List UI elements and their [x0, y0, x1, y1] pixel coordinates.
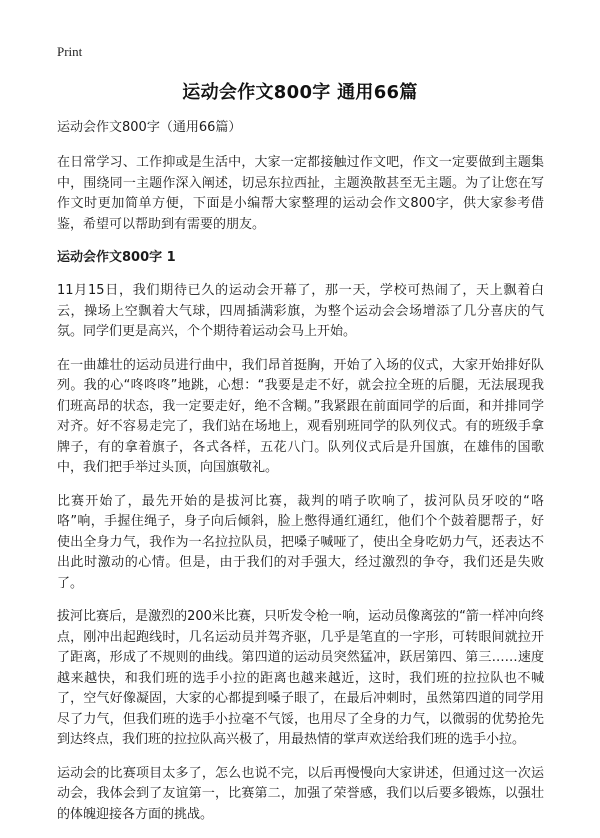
body-paragraph: 拔河比赛后，是激烈的200米比赛，只听发令枪一响，运动员像离弦的“箭一样冲向终点，刚冲出起跑线时，几名运动员并驾齐驱，几乎是笔直的一字形，可转眼间就拉开了距离，形成了不规则的曲线。第四道的运动员突然猛冲，跃居第四、第三……速度越来越快，和我们班的选手小拉的距离也越来越近，这时，我们班的拉拉队也不喊了，空气好像凝固，大家的心都提到嗓子眼了，在最后冲刺时，虽然第四道的同学用尽了力气，但我们班的选手小拉毫不气馁，也用尽了全身的力气，以微弱的优势抢先到达终点，我们班的拉拉队高兴极了，用最热情的掌声欢送给我们班的选手小拉。	[57, 609, 544, 747]
article-subtitle: 运动会作文800字（通用66篇）	[57, 120, 242, 135]
body-paragraph: 11月15日，我们期待已久的运动会开幕了，那一天，学校可热闹了，天上飘着白云，操场上空飘着大气球，四周插满彩旗，为整个运动会会场增添了几分喜庆的气氛。同学们更是高兴，个个期待着运动会马上开始。	[57, 283, 544, 339]
section-heading: 运动会作文800字 1	[57, 250, 176, 265]
intro-paragraph: 在日常学习、工作抑或是生活中，大家一定都接触过作文吧，作文一定要做到主题集中，围绕同一主题作深入阐述，切忌东拉西扯，主题涣散甚至无主题。为了让您在写作文时更加简单方便，下面是小编帮大家整理的运动会作文800字，供大家参考借鉴，希望可以帮助到有需要的朋友。	[57, 155, 544, 232]
article-body	[57, 118, 544, 838]
print-link[interactable]: Print	[57, 44, 83, 59]
body-paragraph: 比赛开始了，最先开始的是拔河比赛，裁判的哨子吹响了，拔河队员牙咬的“咯咯”响，手握住绳子，身子向后倾斜，脸上憋得通红通红，他们个个鼓着腮帮子，好使出全身力气，我作为一名拉拉队员，把嗓子喊哑了，使出全身吃奶力气，还表达不出此时激动的心情。但是，由于我们的对手强大，经过激烈的争夺，我们还是失败了。	[57, 493, 544, 591]
body-paragraph: 在一曲雄壮的运动员进行曲中，我们昂首挺胸，开始了入场的仪式，大家开始排好队列。我的心“咚咚咚”地跳，心想：“我要是走不好，就会拉全班的后腿，无法展现我们班高昂的状态，我一定要走好，绝不含糊。”我紧跟在前面同学的后面，和并排同学对齐。好不容易走完了，我们站在场地上，观看别班同学的队列仪式。有的班级手拿牌子，有的拿着旗子，各式各样，五花八门。队列仪式后是升国旗，在雄伟的国歌中，我们把手举过头顶，向国旗敬礼。	[57, 357, 544, 475]
page-title: 运动会作文800字 通用66篇	[182, 82, 418, 103]
body-paragraph: 运动会的比赛项目太多了，怎么也说不完，以后再慢慢向大家讲述，但通过这一次运动会，我体会到了友谊第一，比赛第二，加强了荣誉感，我们以后要多锻炼，以强壮的体魄迎接各方面的挑战。	[57, 765, 544, 822]
